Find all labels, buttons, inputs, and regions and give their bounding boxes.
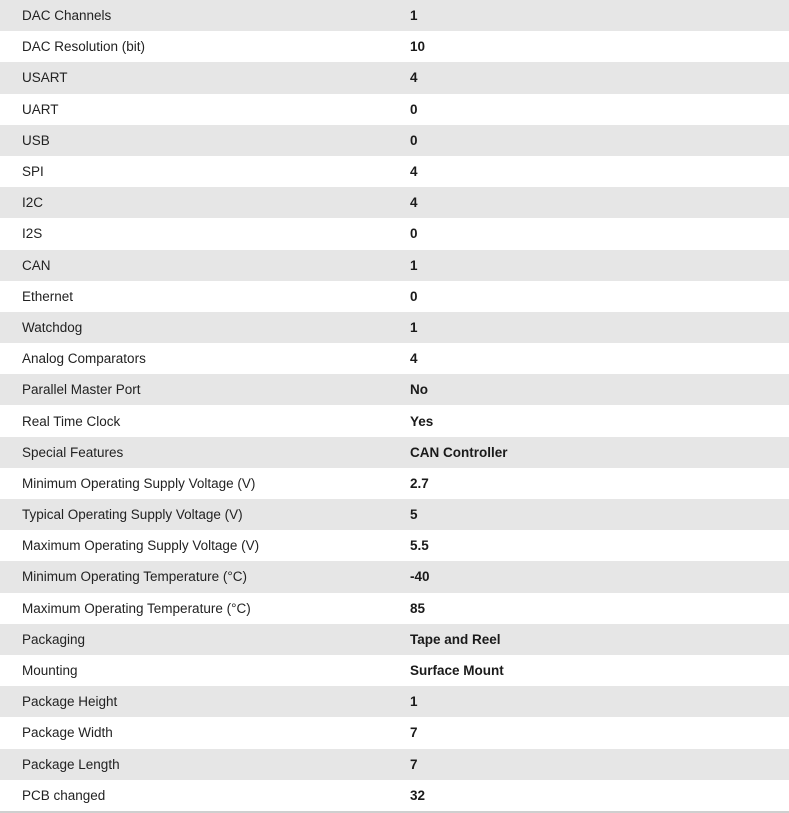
table-row [0, 250, 789, 281]
spec-label: Maximum Operating Supply Voltage (V) [22, 538, 260, 554]
spec-value: 0 [410, 226, 418, 242]
spec-label: Minimum Operating Supply Voltage (V) [22, 475, 256, 491]
spec-label: DAC Resolution (bit) [22, 39, 146, 55]
spec-label: Analog Comparators [22, 351, 146, 367]
spec-label: Package Length [22, 756, 120, 772]
spec-value: 5.5 [410, 538, 429, 554]
spec-label: USART [22, 70, 68, 86]
spec-value: No [410, 382, 428, 398]
table-row [0, 561, 789, 592]
spec-value: Tape and Reel [410, 631, 501, 647]
spec-value: 4 [410, 195, 418, 211]
table-row [0, 312, 789, 343]
table-row [0, 686, 789, 717]
spec-value: Surface Mount [410, 663, 504, 679]
spec-label: DAC Channels [22, 8, 112, 24]
table-row [0, 405, 789, 436]
table-row [0, 749, 789, 780]
table-row [0, 717, 789, 748]
table-row [0, 530, 789, 561]
spec-value: 0 [410, 288, 418, 304]
spec-label: Package Height [22, 694, 118, 710]
table-row [0, 593, 789, 624]
spec-label: Special Features [22, 444, 124, 460]
spec-label: I2C [22, 195, 44, 211]
spec-value: 1 [410, 257, 418, 273]
spec-value: 4 [410, 351, 418, 367]
table-row [0, 281, 789, 312]
spec-value: Yes [410, 413, 434, 429]
spec-label: Package Width [22, 725, 113, 741]
spec-value: 5 [410, 507, 418, 523]
spec-value: 4 [410, 164, 418, 180]
spec-label: Minimum Operating Temperature (°C) [22, 569, 247, 585]
spec-label: PCB changed [22, 787, 106, 803]
table-row [0, 343, 789, 374]
spec-label: Real Time Clock [22, 413, 121, 429]
table-row [0, 125, 789, 156]
spec-label: Watchdog [22, 319, 83, 335]
table-row [0, 0, 789, 31]
spec-value: 1 [410, 319, 418, 335]
spec-label: Ethernet [22, 288, 74, 304]
spec-label: Parallel Master Port [22, 382, 141, 398]
table-row [0, 437, 789, 468]
spec-label: SPI [22, 164, 44, 180]
spec-value: 0 [410, 101, 418, 117]
table-row [0, 218, 789, 249]
spec-value: 4 [410, 70, 418, 86]
spec-label: Packaging [22, 631, 86, 647]
spec-label: Mounting [22, 663, 78, 679]
spec-value: 85 [410, 600, 426, 616]
spec-label: Maximum Operating Temperature (°C) [22, 600, 251, 616]
spec-label: USB [22, 132, 50, 148]
spec-value: 0 [410, 132, 418, 148]
table-row [0, 780, 789, 811]
spec-value: 1 [410, 8, 418, 24]
spec-label: I2S [22, 226, 43, 242]
spec-value: CAN Controller [410, 444, 508, 460]
table-row [0, 374, 789, 405]
table-row [0, 31, 789, 62]
spec-value: 7 [410, 725, 418, 741]
table-row [0, 156, 789, 187]
spec-value: -40 [410, 569, 430, 585]
spec-value: 32 [410, 787, 426, 803]
spec-value: 2.7 [410, 475, 429, 491]
table-row [0, 94, 789, 125]
table-row [0, 624, 789, 655]
spec-value: 7 [410, 756, 418, 772]
spec-value: 10 [410, 39, 426, 55]
table-row [0, 499, 789, 530]
table-row [0, 62, 789, 93]
spec-value: 1 [410, 694, 418, 710]
spec-label: UART [22, 101, 59, 117]
table-row [0, 655, 789, 686]
table-row [0, 468, 789, 499]
spec-label: CAN [22, 257, 51, 273]
table-row [0, 187, 789, 218]
spec-label: Typical Operating Supply Voltage (V) [22, 507, 243, 523]
